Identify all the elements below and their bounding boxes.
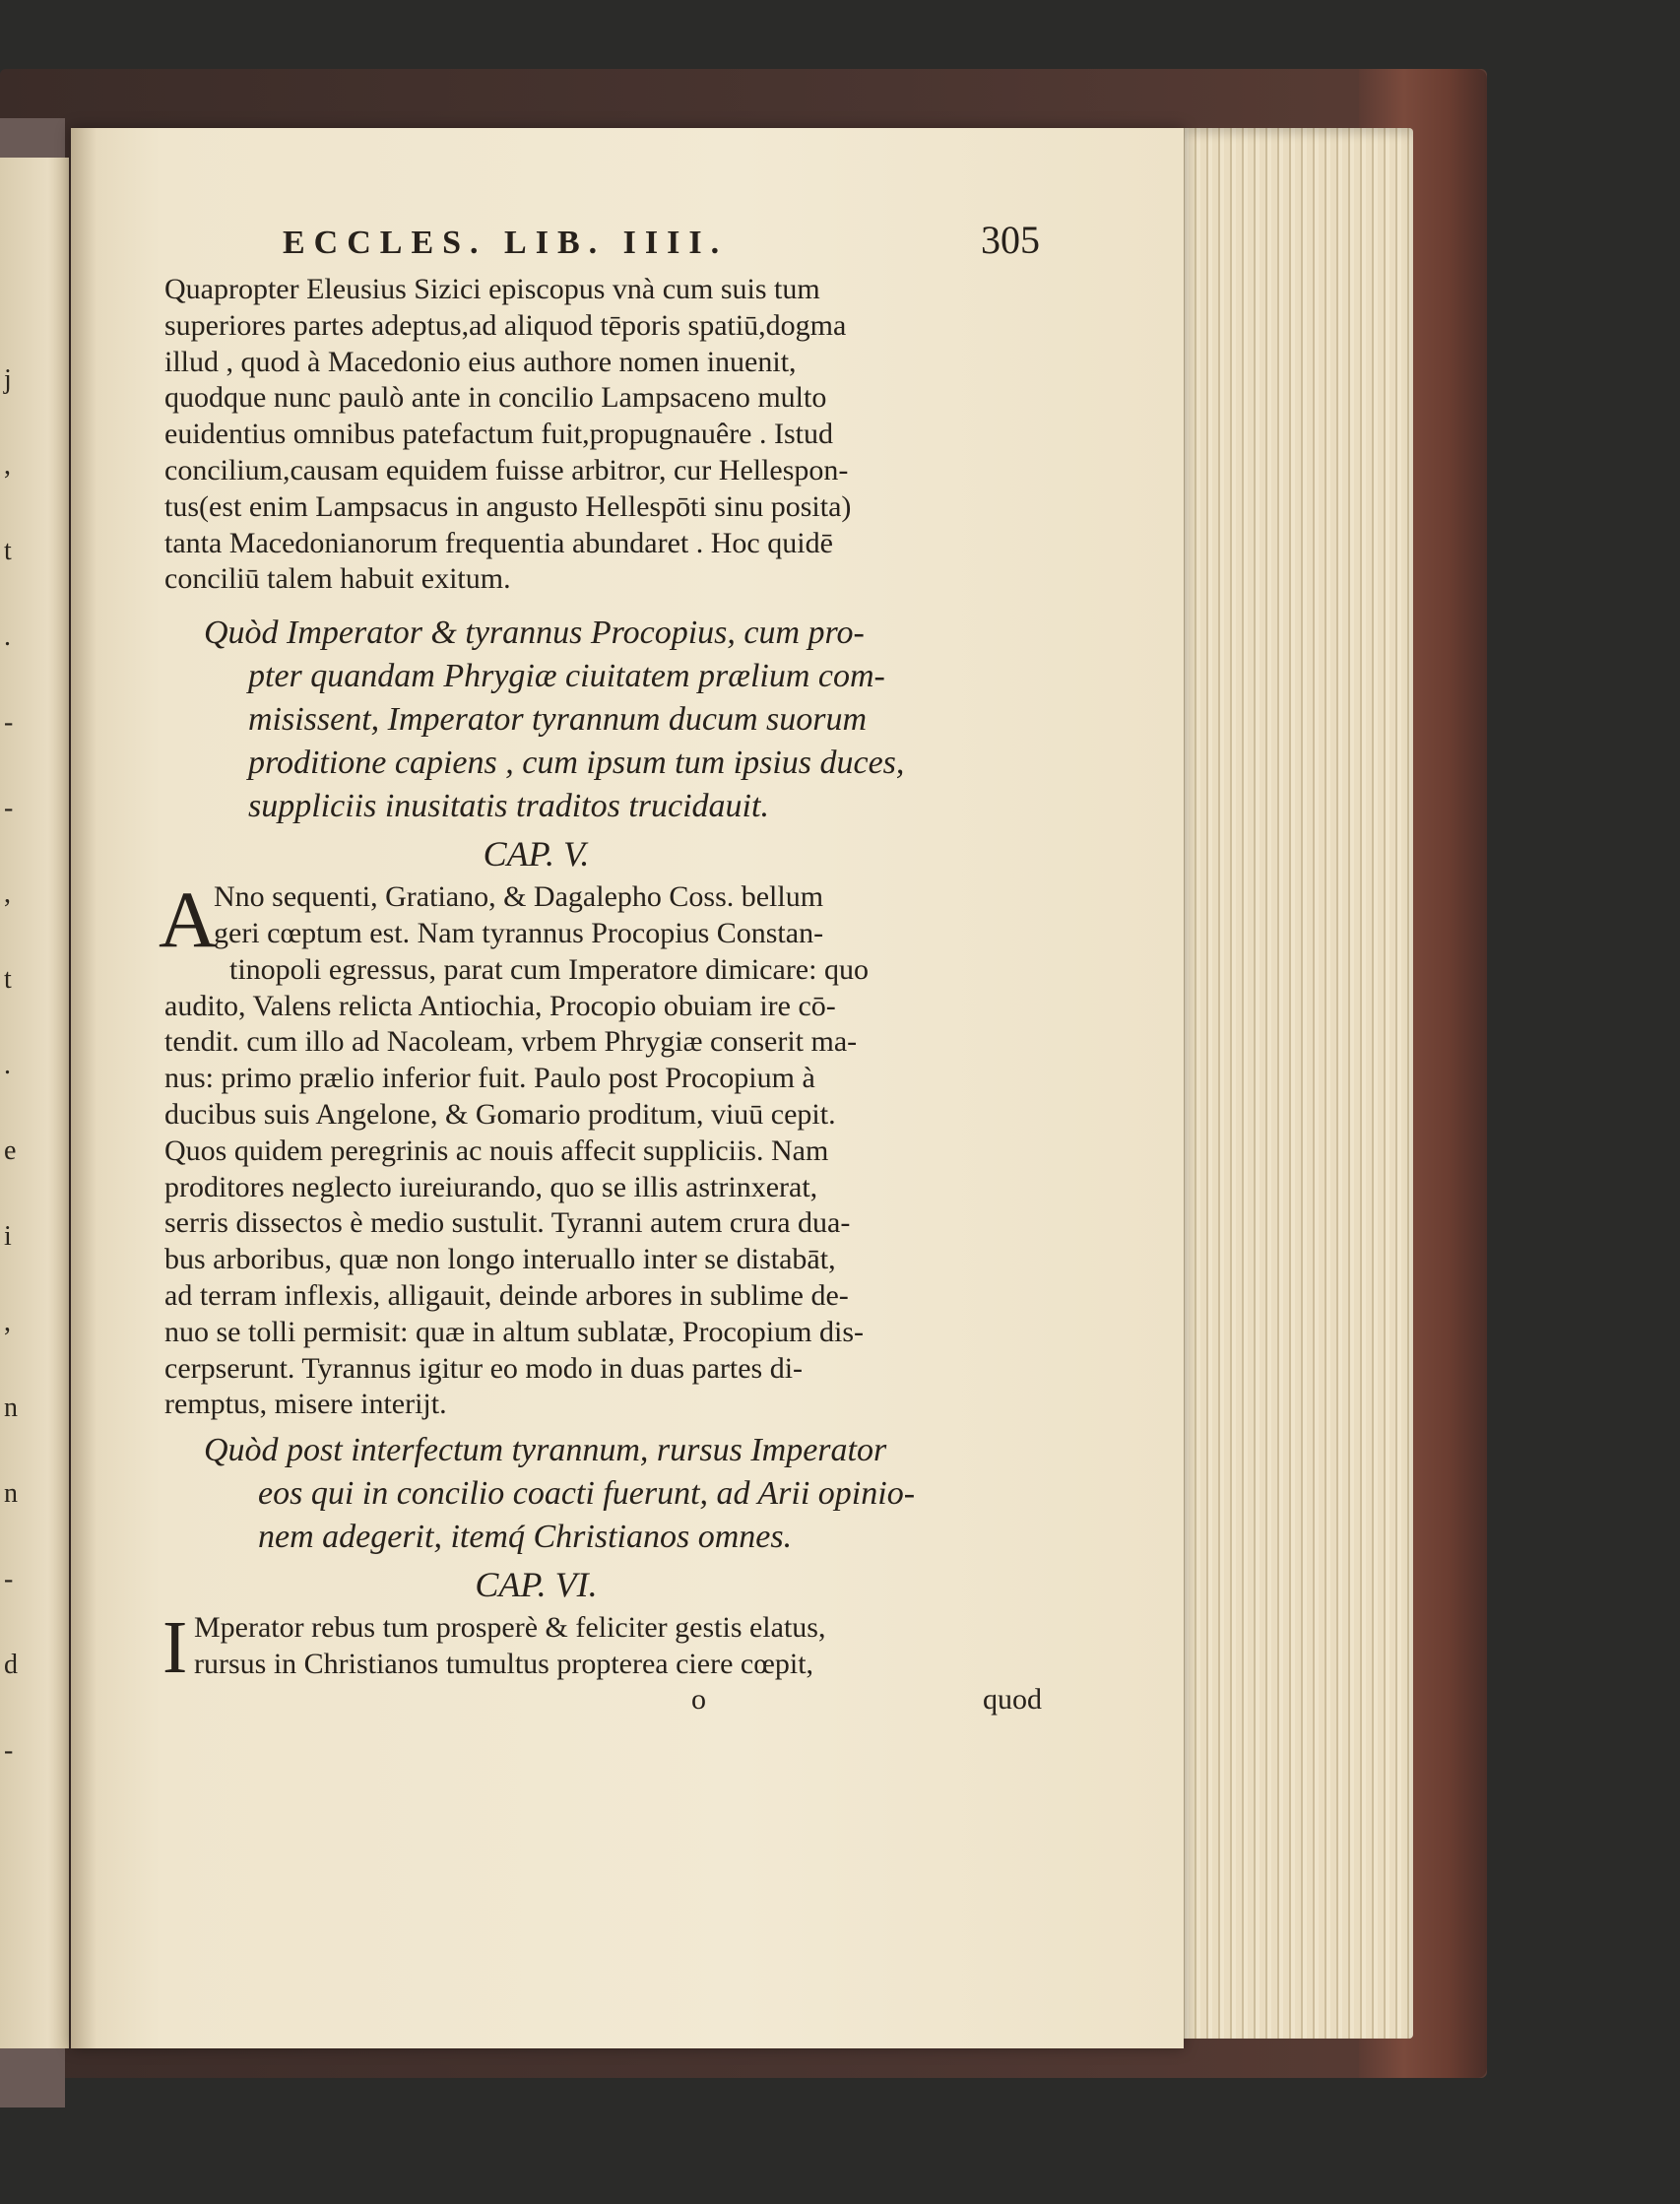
text-line: cerpserunt. Tyrannus igitur eo modo in duas partes di- (164, 1351, 804, 1385)
summary-line: proditione capiens , cum ipsum tum ipsius duces, (248, 745, 905, 782)
running-head (164, 217, 1046, 268)
text-line: illud , quod à Macedonio eius authore nomen inuenit, (164, 345, 797, 378)
text-line: Quos quidem peregrinis ac nouis affecit suppliciis. Nam (164, 1134, 829, 1167)
previous-page-fragment: . (4, 1050, 11, 1080)
previous-page-fragment: . (4, 621, 11, 652)
previous-page-fragment: , (4, 1307, 11, 1337)
chapter-6-heading: CAP. VI. (475, 1565, 598, 1605)
text-line: nus: primo prælio inferior fuit. Paulo post Procopium à (164, 1062, 815, 1095)
text-line: nuo se tolli permisit: quæ in altum sublatæ, Procopium dis- (164, 1315, 864, 1348)
previous-page-fragment: - (4, 1735, 14, 1766)
text-line: Nno sequenti, Gratiano, & Dagalepho Coss. bellum (214, 880, 824, 914)
previous-page-fragment: , (4, 878, 11, 909)
text-line: tanta Macedonianorum frequentia abundaret . Hoc quidē (164, 526, 833, 559)
previous-page-fragment: - (4, 707, 14, 738)
text-line: remptus, misere interijt. (164, 1388, 447, 1421)
page-edges (1177, 128, 1413, 2039)
chapter-6-summary (164, 1429, 1046, 1559)
text-line: concilium,causam equidem fuisse arbitror, cur Hellespon- (164, 453, 849, 486)
book-page (71, 128, 1184, 2048)
text-line: proditores neglecto iureiurando, quo se illis astrinxerat, (164, 1170, 818, 1203)
drop-cap: I (162, 1606, 188, 1690)
text-line: tinopoli egressus, parat cum Imperatore dimicare: quo (229, 952, 869, 986)
intro-paragraph (164, 272, 1046, 598)
page-number: 305 (981, 218, 1040, 262)
text-line: ducibus suis Angelone, & Gomario proditum, viuū cepit. (164, 1097, 836, 1131)
summary-line: misissent, Imperator tyrannum ducum suorum (248, 701, 868, 739)
text-line: euidentius omnibus patefactum fuit,propugnauêre . Istud (164, 418, 833, 451)
previous-page-fragment: t (4, 964, 12, 995)
drop-cap: A (159, 875, 218, 965)
previous-page-fragment: - (4, 1564, 14, 1594)
previous-page-fragment: t (4, 536, 12, 566)
text-line: audito, Valens relicta Antiochia, Procopio obuiam ire cō- (164, 989, 836, 1022)
previous-page-fragment: n (4, 1478, 18, 1509)
previous-page-fragment: d (4, 1650, 18, 1680)
summary-line: nem adegerit, itemq́ Christianos omnes. (258, 1519, 793, 1556)
page-footer (164, 1683, 1046, 1720)
text-line: tendit. cum illo ad Nacoleam, vrbem Phrygiæ conserit ma- (164, 1025, 858, 1059)
text-line: Quapropter Eleusius Sizici episcopus vnà cum suis tum (164, 273, 820, 305)
summary-line: Quòd post interfectum tyrannum, rursus Imperator (204, 1432, 887, 1469)
signature-mark: o (691, 1682, 706, 1716)
summary-line: eos qui in concilio coacti fuerunt, ad Arii opinio- (258, 1475, 916, 1513)
previous-page-fragment: n (4, 1393, 18, 1423)
previous-page-fragment: , (4, 450, 11, 481)
text-line: serris dissectos è medio sustulit. Tyranni autem crura dua- (164, 1206, 851, 1240)
text-line: rursus in Christianos tumultus propterea ciere cœpit, (194, 1647, 814, 1680)
text-line: ad terram inflexis, alligauit, deinde arbores in sublime de- (164, 1278, 849, 1312)
summary-line: pter quandam Phrygiæ ciuitatem prælium com- (248, 658, 885, 695)
previous-page-fragment: e (4, 1135, 17, 1166)
text-line: tus(est enim Lampsacus in angusto Hellespōti sinu posita) (164, 489, 852, 523)
previous-page-fragment: j (4, 364, 12, 395)
running-head-title: ECCLES. LIB. IIII. (283, 225, 729, 261)
text-line: geri cœptum est. Nam tyrannus Procopius Constan- (214, 916, 824, 949)
chapter-5-summary (164, 612, 1046, 828)
text-line: conciliū talem habuit exitum. (164, 562, 511, 596)
previous-page (0, 158, 69, 2048)
chapter-5-heading: CAP. V. (483, 834, 590, 875)
text-line: quodque nunc paulò ante in concilio Lampsaceno multo (164, 381, 827, 415)
text-line: superiores partes adeptus,ad aliquod tēporis spatiū,dogma (164, 308, 847, 342)
summary-line: suppliciis inusitatis traditos trucidauit. (248, 788, 769, 825)
page-text (159, 217, 1046, 1720)
text-line: Mperator rebus tum prosperè & feliciter gestis elatus, (194, 1611, 826, 1645)
chapter-5-paragraph (159, 875, 1046, 1423)
text-line: bus arboribus, quæ non longo interuallo inter se distabāt, (164, 1243, 836, 1276)
summary-line: Quòd Imperator & tyrannus Procopius, cum pro- (204, 615, 865, 652)
chapter-6-paragraph (162, 1606, 1046, 1690)
catchword: quod (983, 1682, 1042, 1716)
previous-page-fragment: - (4, 793, 14, 823)
previous-page-fragment: i (4, 1221, 12, 1252)
